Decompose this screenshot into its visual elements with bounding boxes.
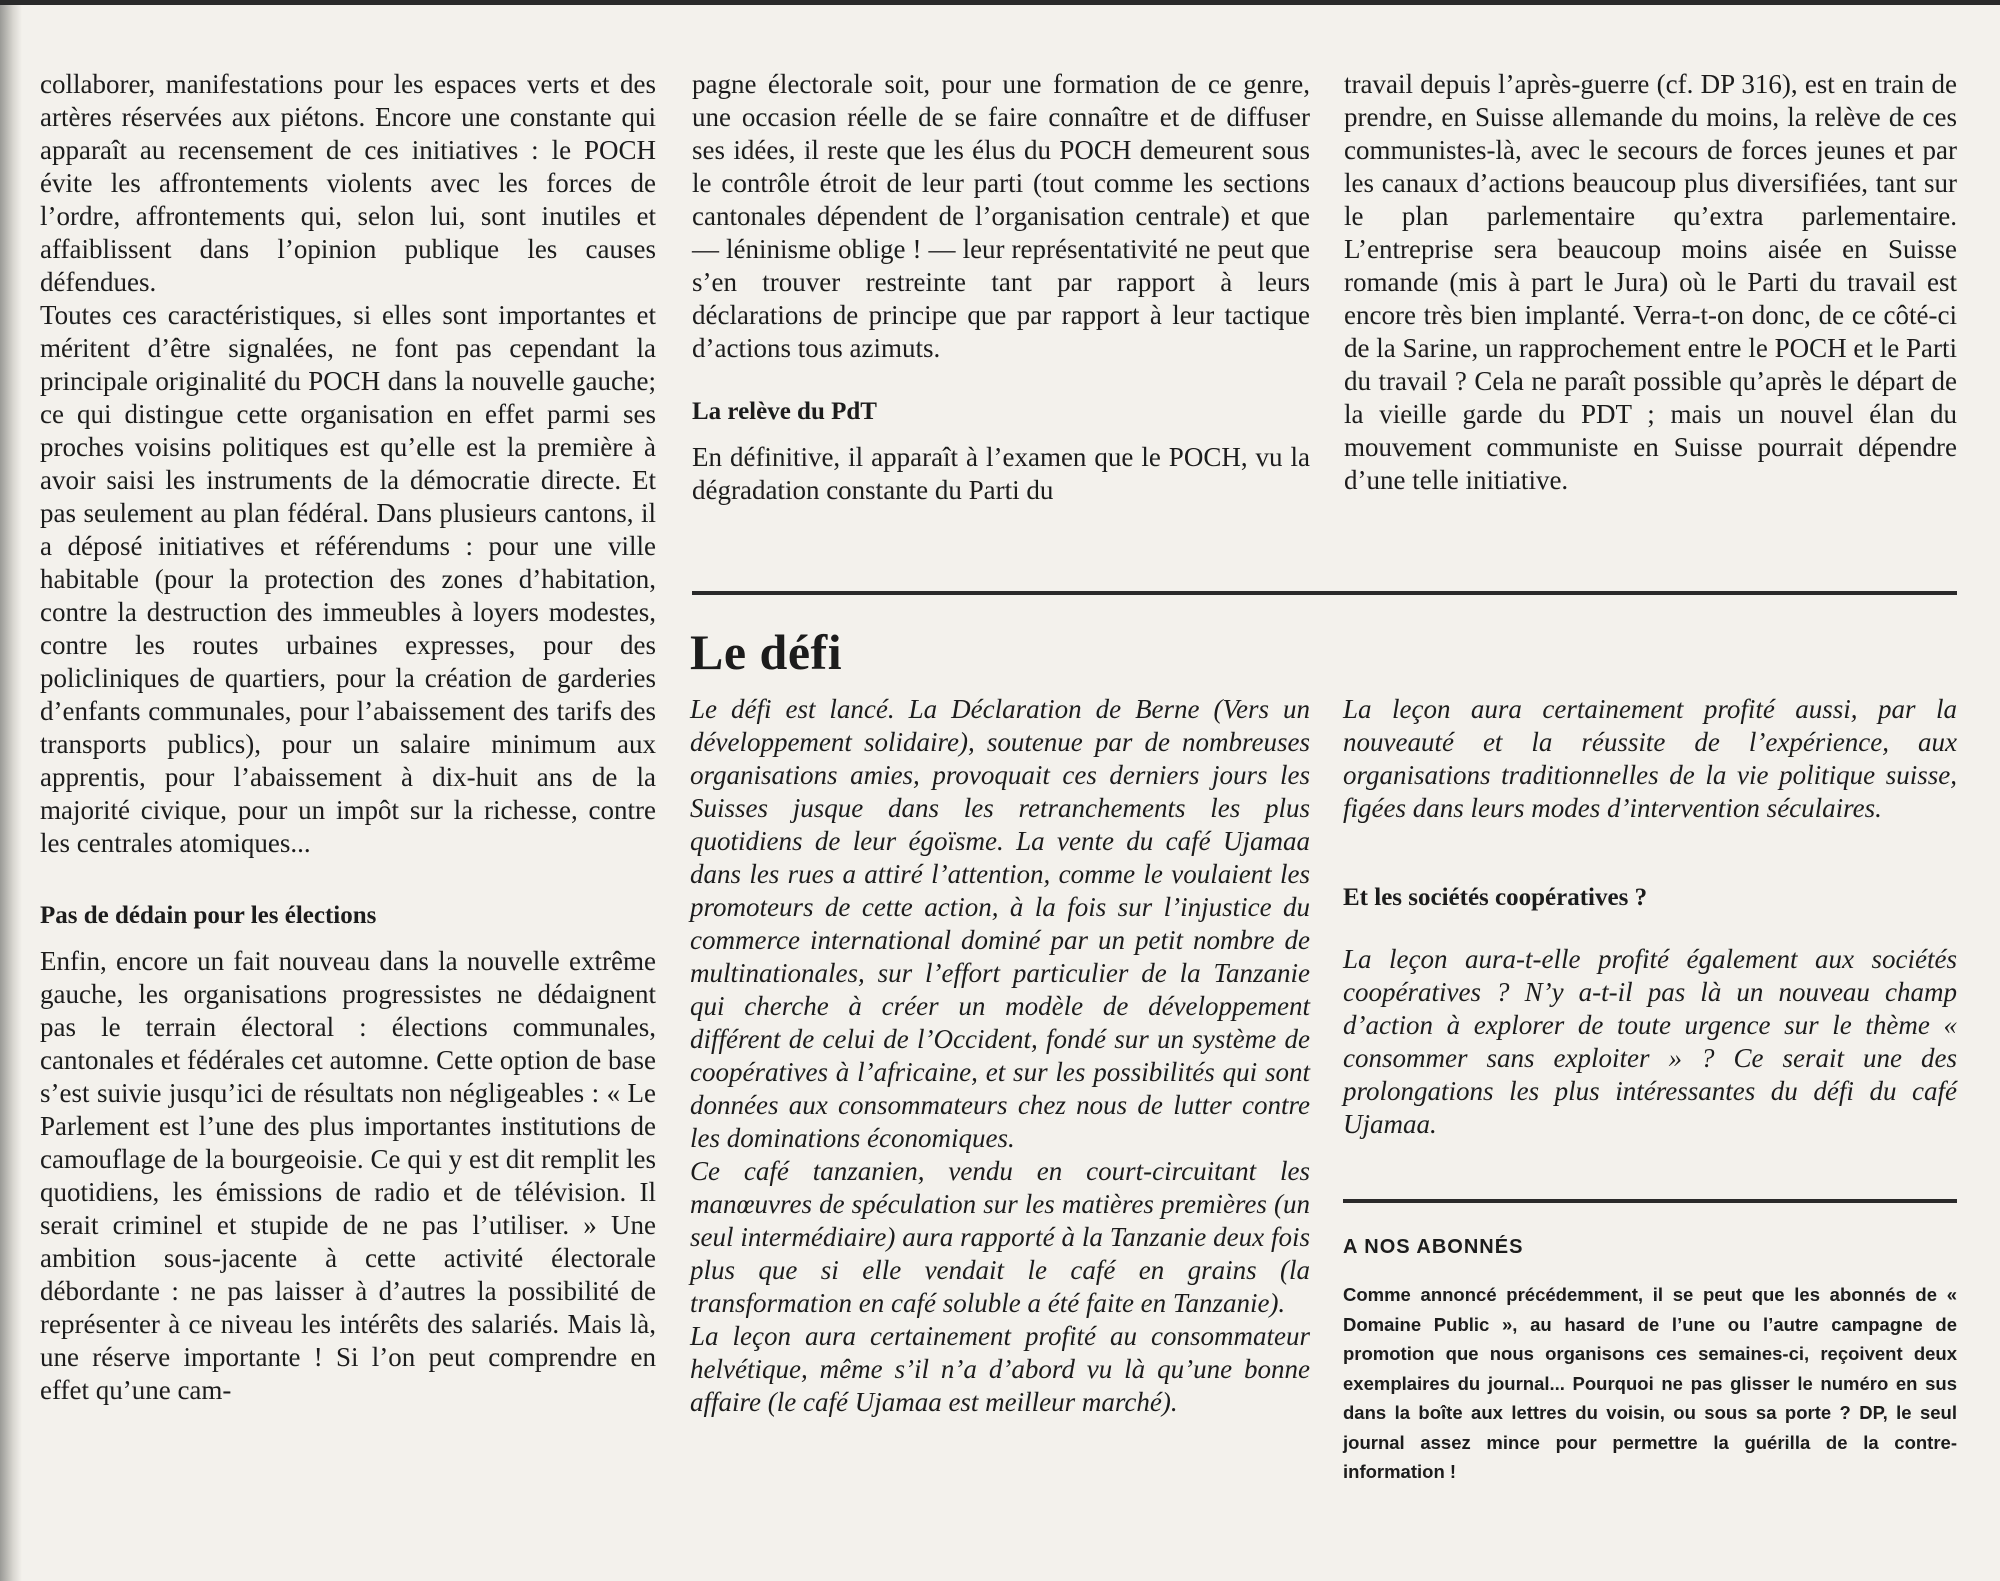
notice-text: Comme annoncé précédemment, il se peut que les abonnés de « Domaine Public », au hasard de l’une ou l’autre campagne de promotion que nous organisons ces semaines-ci, reçoivent deux exemplaires du journal... Pourquoi ne pas glisser le numéro en sus dans la boîte aux lettres du voisin, ou sous sa porte ? DP, le seul journal assez mince pour permettre la guérilla de la contre-information !	[1343, 1284, 1957, 1482]
article-title: Le défi	[690, 624, 843, 680]
section-heading: Pas de dédain pour les élections	[40, 902, 377, 929]
paragraph: collaborer, manifestations pour les espaces verts et des artères réservées aux piétons. Encore une constante qui apparaît au recensement de ces initiatives : le POCH évite les affrontements violents avec les forces de l’ordre, affrontements qui, selon lui, sont inutiles et affaiblissent dans l’opinion publique les causes défendues.	[40, 69, 656, 297]
top-border	[0, 0, 2000, 5]
article-column-2	[692, 68, 1310, 507]
scan-edge	[0, 0, 22, 1581]
paragraph: En définitive, il apparaît à l’examen que le POCH, vu la dégradation constante du Parti du	[692, 442, 1310, 505]
paragraph: pagne électorale soit, pour une formation de ce genre, une occasion réelle de se faire connaître et de diffuser ses idées, il reste que les élus du POCH demeurent sous le contrôle étroit de leur parti (tout comme les sections cantonales dépendent de l’organisation centrale) et que — léninisme oblige ! — leur représentativité ne peut que s’en trouver restreinte tant par rapport à leurs déclarations de principe que par rapport à leur tactique d’actions tous azimuts.	[692, 69, 1310, 363]
article-column-1	[40, 68, 656, 1407]
section-divider	[692, 591, 1957, 595]
notice-divider	[1343, 1199, 1957, 1203]
article-2-column-b	[1343, 693, 1957, 1141]
paragraph: La leçon aura-t-elle profité également aux sociétés coopératives ? N’y a-t-il pas là un nouveau champ d’action à explorer de toute urgence sur le thème « consommer sans exploiter » ? Ce serait une des prolongations les plus intéressantes du défi du café Ujamaa.	[1343, 944, 1957, 1139]
paragraph: Enfin, encore un fait nouveau dans la nouvelle extrême gauche, les organisations progressistes ne dédaignent pas le terrain électoral : élections communales, cantonales et fédérales cet automne. Cette option de base s’est suivie jusqu’ici de résultats non négligeables : « Le Parlement est l’une des plus importantes institutions de camouflage de la bourgeoisie. Ce qui y est dit remplit les quotidiens, les émissions de radio et de télévision. Il serait criminel et stupide de ne pas l’utiliser. » Une ambition sous-jacente à cette activité électorale débordante : ne pas laisser à d’autres la possibilité de représenter à ce niveau les intérêts des salariés. Mais là, une réserve importante ! Si l’on peut comprendre en effet qu’une cam-	[40, 946, 656, 1405]
article-2-column-a	[690, 693, 1310, 1419]
paragraph: travail depuis l’après-guerre (cf. DP 316), est en train de prendre, en Suisse allemande du moins, la relève de ces communistes-là, avec le secours de forces jeunes et par les canaux d’actions beaucoup plus diversifiées, tant sur le plan parlementaire qu’extra parlementaire. L’entreprise sera beaucoup moins aisée en Suisse romande (mis à part le Jura) où le Parti du travail est encore très bien implanté. Verra-t-on donc, de ce côté-ci de la Sarine, un rapprochement entre le POCH et le Parti du travail ? Cela ne paraît possible qu’après le départ de la vieille garde du PDT ; mais un nouvel élan du mouvement communiste en Suisse pourrait dépendre d’une telle initiative.	[1344, 69, 1957, 495]
paragraph: Toutes ces caractéristiques, si elles sont importantes et méritent d’être signalées, ne font pas cependant la principale originalité du POCH dans la nouvelle gauche; ce qui distingue cette organisation en effet parmi ses proches voisins politiques est qu’elle est la première à avoir saisi les instruments de la démocratie directe. Et pas seulement au plan fédéral. Dans plusieurs cantons, il a déposé initiatives et référendums : pour une ville habitable (pour la protection des zones d’habitation, contre la destruction des immeubles à loyers modestes, contre les routes urbaines expresses, pour des policliniques de quartiers, pour la création de garderies d’enfants communales, pour l’abaissement des tarifs des transports publics), pour un salaire minimum aux apprentis, pour l’abaissement à dix-huit ans de la majorité civique, pour un impôt sur la richesse, contre les centrales atomiques...	[40, 300, 656, 858]
paragraph: Ce café tanzanien, vendu en court-circuitant les manœuvres de spéculation sur les matières premières (un seul intermédiaire) aura rapporté à la Tanzanie deux fois plus que si elle vendait le café en grains (la transformation en café soluble a été faite en Tanzanie).	[690, 1156, 1310, 1318]
paragraph: Le défi est lancé. La Déclaration de Berne (Vers un développement solidaire), soutenue par de nombreuses organisations amies, provoquait ces derniers jours les Suisses jusque dans les retranchements les plus quotidiens de leur égoïsme. La vente du café Ujamaa dans les rues a attiré l’attention, comme le voulaient les promoteurs de cette action, à la fois sur l’injustice du commerce international dominé par un petit nombre de multinationales, sur l’effort particulier de la Tanzanie qui cherche à créer un modèle de développement différent de celui de l’Occident, fondé sur un système de coopératives à l’africaine, et sur les possibilités qui sont données aux consommateurs chez nous de lutter contre les dominations économiques.	[690, 694, 1310, 1153]
article-column-3	[1344, 68, 1957, 497]
section-heading: La relève du PdT	[692, 398, 877, 425]
notice-heading: A NOS ABONNÉS	[1343, 1236, 1524, 1258]
section-heading: Et les sociétés coopératives ?	[1343, 884, 1648, 911]
paragraph: La leçon aura certainement profité au consommateur helvétique, même s’il n’a d’abord vu là qu’une bonne affaire (le café Ujamaa est meilleur marché).	[690, 1321, 1310, 1417]
paragraph: La leçon aura certainement profité aussi, par la nouveauté et la réussite de l’expérience, aux organisations traditionnelles de la vie politique suisse, figées dans leurs modes d’intervention séculaires.	[1343, 694, 1957, 823]
